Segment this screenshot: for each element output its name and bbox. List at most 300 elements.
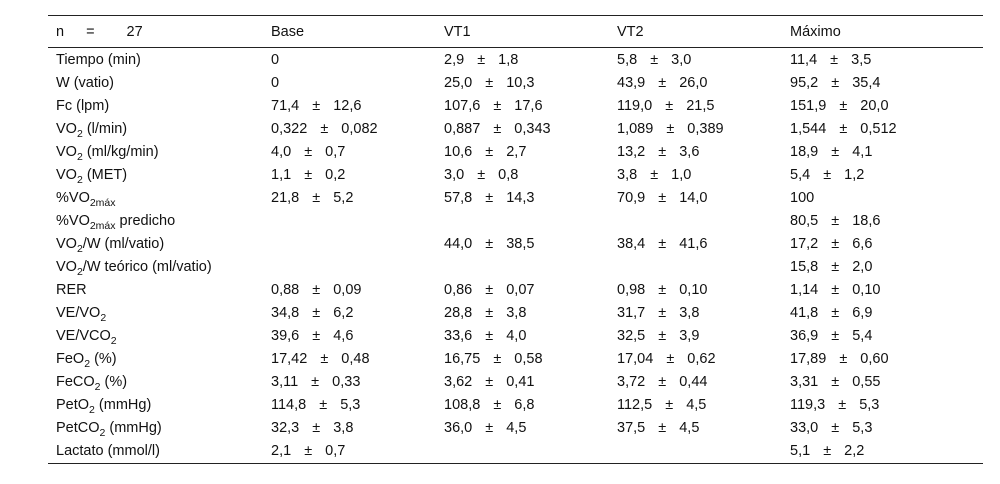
cell-base (263, 232, 436, 255)
column-header-vt1: VT1 (444, 23, 471, 40)
sd-value: 3,8 (679, 304, 700, 321)
label-text: (%) (90, 350, 117, 367)
row-label (48, 209, 263, 232)
plus-minus-sign: ± (831, 74, 840, 91)
mean-value: 95,2 (790, 74, 819, 91)
mean-value: 1,14 (790, 281, 819, 298)
cell-vt1 (436, 232, 609, 255)
cell-vt2 (609, 416, 782, 439)
label-subscript: 2 (89, 403, 95, 416)
sd-value: 5,3 (859, 396, 880, 413)
sd-value: 1,0 (671, 166, 692, 183)
sd-value: 0,8 (498, 166, 519, 183)
cell-max (782, 163, 983, 186)
sd-value: 0,60 (860, 350, 889, 367)
mean-value: 3,31 (790, 373, 819, 390)
cell-base (263, 416, 436, 439)
cell-max (782, 278, 983, 301)
sd-value: 5,3 (852, 419, 873, 436)
cell-max (782, 94, 983, 117)
cell-max (782, 255, 983, 278)
mean-value: 114,8 (271, 396, 307, 413)
label-text: %VO (56, 189, 90, 206)
plus-minus-sign: ± (304, 443, 313, 459)
table-row (48, 94, 983, 117)
cell-vt2 (609, 186, 782, 209)
sd-value: 0,48 (341, 350, 370, 367)
plus-minus-sign: ± (485, 74, 494, 91)
cell-vt1 (436, 140, 609, 163)
sd-value: 12,6 (333, 97, 362, 114)
cell-vt2 (609, 94, 782, 117)
mean-value: 0,887 (444, 120, 481, 137)
cell-base (263, 439, 436, 464)
row-label (48, 416, 263, 439)
cell-max (782, 301, 983, 324)
table-row (48, 278, 983, 301)
mean-value: 112,5 (617, 396, 653, 413)
sd-value: 5,2 (333, 189, 354, 206)
plus-minus-sign: ± (312, 419, 321, 436)
cell-vt1 (436, 324, 609, 347)
cell-base (263, 163, 436, 186)
cell-base (263, 324, 436, 347)
table-row (48, 301, 983, 324)
sd-value: 0,343 (514, 120, 551, 137)
sd-value: 2,7 (506, 143, 527, 160)
row-label (48, 48, 263, 72)
sd-value: 4,6 (333, 327, 354, 344)
plus-minus-sign: ± (493, 97, 502, 114)
cell-base (263, 117, 436, 140)
mean-value: 32,5 (617, 327, 646, 344)
cell-max (782, 48, 983, 72)
mean-value: 44,0 (444, 235, 473, 252)
sd-value: 6,9 (852, 304, 873, 321)
cell-vt1 (436, 416, 609, 439)
plus-minus-sign: ± (485, 419, 494, 436)
cell-vt1 (436, 347, 609, 370)
mean-value: 3,72 (617, 373, 646, 390)
plus-minus-sign: ± (312, 327, 321, 344)
row-label (48, 163, 263, 186)
mean-value: 107,6 (444, 97, 481, 114)
plus-minus-sign: ± (831, 327, 840, 344)
label-text: /W teórico (ml/vatio) (82, 258, 212, 275)
cell-max (782, 186, 983, 209)
cell-base (263, 278, 436, 301)
data-table-container (48, 15, 983, 464)
plus-minus-sign: ± (658, 419, 667, 436)
plus-minus-sign: ± (477, 51, 486, 68)
cell-vt1 (436, 278, 609, 301)
table-row (48, 347, 983, 370)
mean-value: 10,6 (444, 143, 473, 160)
sd-value: 14,0 (679, 189, 708, 206)
sd-value: 0,389 (687, 120, 724, 137)
sd-value: 0,62 (687, 350, 716, 367)
row-label (48, 140, 263, 163)
table-row (48, 117, 983, 140)
mean-value: 2,9 (444, 51, 465, 68)
header-row (48, 16, 983, 48)
plus-minus-sign: ± (839, 97, 848, 114)
row-label (48, 278, 263, 301)
mean-value: 0,98 (617, 281, 646, 298)
cell-vt2 (609, 439, 782, 464)
cell-base (263, 140, 436, 163)
table-row (48, 186, 983, 209)
table-row (48, 140, 983, 163)
sample-size-header (48, 16, 263, 48)
plus-minus-sign: ± (666, 350, 675, 367)
cell-vt1 (436, 393, 609, 416)
row-label (48, 301, 263, 324)
plus-minus-sign: ± (839, 350, 848, 367)
mean-value: 11,4 (790, 51, 818, 68)
label-subscript: 2 (76, 265, 83, 278)
table-row (48, 370, 983, 393)
column-header-vt2: VT2 (617, 23, 644, 40)
plus-minus-sign: ± (665, 97, 674, 114)
plus-minus-sign: ± (485, 143, 494, 160)
label-subscript: 2 (76, 242, 83, 255)
sd-value: 3,6 (679, 143, 700, 160)
sd-value: 0,41 (506, 373, 535, 390)
mean-value: 71,4 (271, 97, 300, 114)
cell-base (263, 393, 436, 416)
label-text: FeO (56, 350, 85, 367)
sd-value: 4,5 (679, 419, 700, 436)
label-text: %VO (56, 212, 90, 229)
label-text: (MET) (82, 166, 128, 183)
mean-value: 17,42 (271, 350, 308, 367)
plus-minus-sign: ± (666, 120, 675, 137)
sd-value: 6,2 (333, 304, 354, 321)
mean-value: 5,8 (617, 51, 638, 68)
label-subscript: 2 (76, 127, 83, 140)
sd-value: 0,7 (325, 443, 346, 459)
table-row (48, 393, 983, 416)
sd-value: 4,5 (686, 396, 707, 413)
plus-minus-sign: ± (831, 419, 840, 436)
mean-value: 17,04 (617, 350, 654, 367)
mean-value: 1,089 (617, 120, 654, 137)
sd-value: 35,4 (852, 74, 881, 91)
cell-vt1 (436, 255, 609, 278)
label-subscript: 2 (84, 357, 91, 370)
plus-minus-sign: ± (485, 304, 494, 321)
sd-value: 17,6 (514, 97, 543, 114)
row-label (48, 393, 263, 416)
label-text: PetCO (56, 419, 100, 436)
table-body (48, 48, 983, 464)
plus-minus-sign: ± (312, 97, 321, 114)
label-text: predicho (115, 212, 176, 229)
sd-value: 2,0 (852, 258, 873, 275)
sd-value: 3,0 (671, 51, 692, 68)
cell-max (782, 393, 983, 416)
mean-value: 17,89 (790, 350, 827, 367)
label-text: (ml/kg/min) (82, 143, 159, 160)
plus-minus-sign: ± (485, 189, 494, 206)
label-text: VO (56, 120, 77, 137)
column-header-max: Máximo (790, 23, 841, 40)
sd-value: 0,082 (341, 120, 378, 137)
cell-max (782, 439, 983, 464)
mean-value: 32,3 (271, 419, 300, 436)
cell-base (263, 370, 436, 393)
label-text: VO (56, 166, 77, 183)
cell-vt2 (609, 209, 782, 232)
mean-value: 3,62 (444, 373, 473, 390)
label-subscript: 2máx (89, 196, 116, 209)
cell-vt2 (609, 48, 782, 72)
table-row (48, 48, 983, 72)
sd-value: 2,2 (844, 443, 865, 459)
mean-value: 2,1 (271, 443, 292, 459)
label-text: Tiempo (min) (56, 51, 141, 68)
cell-vt1 (436, 163, 609, 186)
label-text: (l/min) (82, 120, 128, 137)
cell-vt2 (609, 232, 782, 255)
mean-value: 3,11 (271, 373, 299, 390)
cell-max (782, 324, 983, 347)
row-label (48, 324, 263, 347)
label-text: W (vatio) (56, 74, 114, 91)
label-text: VO (56, 258, 77, 275)
sd-value: 4,5 (506, 419, 527, 436)
sd-value: 6,8 (514, 396, 535, 413)
plus-minus-sign: ± (493, 120, 502, 137)
sd-value: 18,6 (852, 212, 881, 229)
mean-value: 100 (790, 189, 815, 206)
plus-minus-sign: ± (312, 189, 321, 206)
label-text: /W (ml/vatio) (82, 235, 165, 252)
cell-max (782, 416, 983, 439)
sd-value: 3,8 (333, 419, 354, 436)
cell-vt2 (609, 117, 782, 140)
mean-value: 28,8 (444, 304, 473, 321)
n-value: 27 (126, 23, 143, 40)
plus-minus-sign: ± (304, 166, 313, 183)
mean-value: 3,8 (617, 166, 638, 183)
cell-max (782, 117, 983, 140)
table-row (48, 255, 983, 278)
cell-max (782, 71, 983, 94)
plus-minus-sign: ± (658, 304, 667, 321)
plus-minus-sign: ± (831, 235, 840, 252)
sd-value: 0,58 (514, 350, 543, 367)
plus-minus-sign: ± (311, 373, 320, 390)
mean-value: 21,8 (271, 189, 300, 206)
row-label (48, 71, 263, 94)
table-header (48, 16, 983, 48)
sd-value: 0,512 (860, 120, 897, 137)
cell-vt1 (436, 94, 609, 117)
sd-value: 3,5 (851, 51, 872, 68)
cell-vt2 (609, 301, 782, 324)
mean-value: 119,0 (617, 97, 653, 114)
label-text: PetO (56, 396, 90, 413)
mean-value: 5,1 (790, 443, 811, 459)
plus-minus-sign: ± (485, 235, 494, 252)
sd-value: 20,0 (860, 97, 889, 114)
mean-value: 4,0 (271, 143, 292, 160)
label-subscript: 2 (94, 380, 101, 393)
sd-value: 0,07 (506, 281, 535, 298)
label-text: (mmHg) (105, 419, 162, 436)
mean-value: 1,1 (271, 166, 292, 183)
mean-value: 5,4 (790, 166, 811, 183)
mean-value: 1,544 (790, 120, 827, 137)
sd-value: 0,44 (679, 373, 708, 390)
label-subscript: 2 (100, 311, 107, 324)
label-text: VE/VO (56, 304, 101, 321)
cell-base (263, 209, 436, 232)
plus-minus-sign: ± (823, 166, 832, 183)
mean-value: 17,2 (790, 235, 819, 252)
mean-value: 38,4 (617, 235, 646, 252)
cell-vt2 (609, 347, 782, 370)
cell-vt1 (436, 71, 609, 94)
mean-value: 36,0 (444, 419, 473, 436)
plus-minus-sign: ± (304, 143, 313, 160)
cell-base (263, 255, 436, 278)
label-text: (%) (100, 373, 128, 390)
plus-minus-sign: ± (658, 281, 667, 298)
sd-value: 3,9 (679, 327, 700, 344)
mean-value: 119,3 (790, 396, 826, 413)
cell-vt1 (436, 209, 609, 232)
mean-value: 80,5 (790, 212, 819, 229)
plus-minus-sign: ± (312, 304, 321, 321)
mean-value: 13,2 (617, 143, 646, 160)
cell-vt2 (609, 278, 782, 301)
mean-value: 31,7 (617, 304, 646, 321)
sd-value: 0,33 (332, 373, 361, 390)
mean-value: 36,9 (790, 327, 819, 344)
table-row (48, 71, 983, 94)
sd-value: 0,10 (679, 281, 708, 298)
sd-value: 0,55 (852, 373, 881, 390)
sd-value: 0,7 (325, 143, 346, 160)
plus-minus-sign: ± (485, 373, 494, 390)
plus-minus-sign: ± (823, 443, 832, 459)
mean-value: 151,9 (790, 97, 827, 114)
label-text: Fc (lpm) (56, 97, 110, 114)
mean-value: 3,0 (444, 166, 465, 183)
mean-value: 70,9 (617, 189, 646, 206)
mean-value: 33,0 (790, 419, 819, 436)
cell-vt2 (609, 163, 782, 186)
plus-minus-sign: ± (838, 396, 847, 413)
cell-vt1 (436, 186, 609, 209)
sd-value: 1,2 (844, 166, 865, 183)
sd-value: 0,2 (325, 166, 346, 183)
sd-value: 41,6 (679, 235, 708, 252)
cell-vt1 (436, 48, 609, 72)
plus-minus-sign: ± (650, 166, 659, 183)
plus-minus-sign: ± (658, 235, 667, 252)
label-subscript: 2 (76, 150, 83, 163)
n-equals: = (86, 23, 95, 40)
mean-value: 0,86 (444, 281, 473, 298)
sd-value: 21,5 (686, 97, 715, 114)
row-label (48, 370, 263, 393)
sd-value: 4,1 (852, 143, 873, 160)
row-label (48, 94, 263, 117)
row-label (48, 255, 263, 278)
plus-minus-sign: ± (830, 51, 839, 68)
mean-value: 16,75 (444, 350, 481, 367)
cell-vt2 (609, 370, 782, 393)
label-text: VO (56, 235, 77, 252)
label-subscript: 2 (76, 173, 83, 186)
sd-value: 4,0 (506, 327, 527, 344)
cell-vt2 (609, 140, 782, 163)
mean-value: 18,9 (790, 143, 819, 160)
mean-value: 57,8 (444, 189, 473, 206)
mean-value: 33,6 (444, 327, 473, 344)
cell-vt1 (436, 439, 609, 464)
row-label (48, 117, 263, 140)
cell-vt2 (609, 393, 782, 416)
sd-value: 3,8 (506, 304, 527, 321)
mean-value: 108,8 (444, 396, 481, 413)
row-label (48, 347, 263, 370)
table-row (48, 324, 983, 347)
cell-max (782, 370, 983, 393)
plus-minus-sign: ± (831, 212, 840, 229)
plus-minus-sign: ± (319, 396, 328, 413)
plus-minus-sign: ± (485, 327, 494, 344)
cell-base (263, 94, 436, 117)
cell-vt1 (436, 301, 609, 324)
plus-minus-sign: ± (320, 120, 329, 137)
label-text: (mmHg) (94, 396, 152, 413)
plus-minus-sign: ± (658, 327, 667, 344)
mean-value: 0 (271, 51, 280, 68)
cell-vt1 (436, 370, 609, 393)
sd-value: 6,6 (852, 235, 873, 252)
cell-max (782, 347, 983, 370)
row-label (48, 232, 263, 255)
mean-value: 43,9 (617, 74, 646, 91)
sd-value: 14,3 (506, 189, 535, 206)
results-table (48, 15, 983, 464)
n-label: n (56, 23, 65, 40)
table-row (48, 232, 983, 255)
cell-max (782, 140, 983, 163)
cell-vt2 (609, 324, 782, 347)
cell-base (263, 301, 436, 324)
column-header-base: Base (271, 23, 305, 40)
cell-vt1 (436, 117, 609, 140)
plus-minus-sign: ± (658, 373, 667, 390)
label-text: RER (56, 281, 87, 298)
cell-max (782, 209, 983, 232)
cell-base (263, 347, 436, 370)
plus-minus-sign: ± (658, 189, 667, 206)
sd-value: 26,0 (679, 74, 708, 91)
plus-minus-sign: ± (665, 396, 674, 413)
plus-minus-sign: ± (831, 258, 840, 275)
plus-minus-sign: ± (658, 143, 667, 160)
cell-vt2 (609, 255, 782, 278)
plus-minus-sign: ± (493, 396, 502, 413)
cell-base (263, 48, 436, 72)
